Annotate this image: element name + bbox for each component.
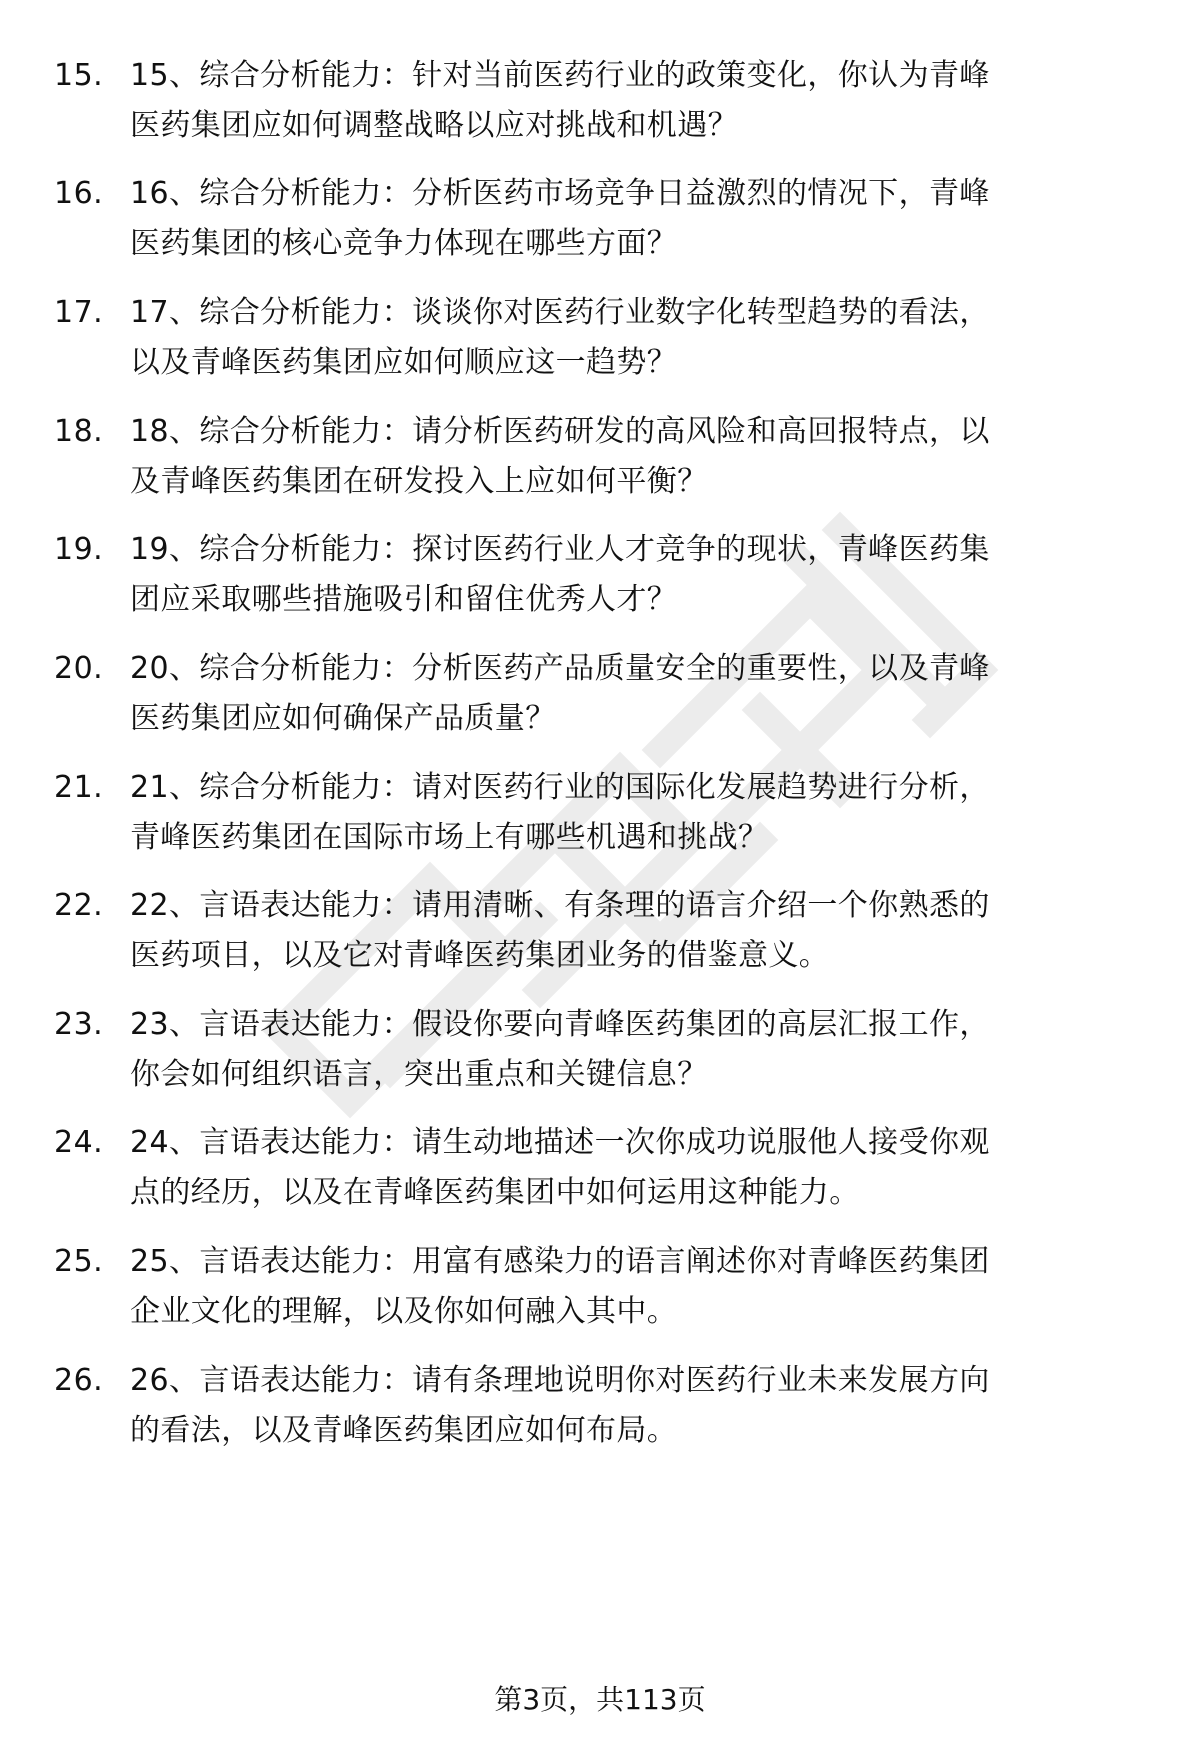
question-line-2: 以及青峰医药集团应如何顺应这一趋势？ <box>130 345 678 380</box>
question-item-22 <box>0 881 1200 991</box>
question-line-1: 25、言语表达能力：用富有感染力的语言阐述你对青峰医药集团 <box>130 1244 990 1279</box>
question-text <box>130 1000 1150 1100</box>
question-line-2: 团应采取哪些措施吸引和留住优秀人才？ <box>130 582 678 617</box>
question-number: 22. <box>54 888 104 923</box>
question-line-2: 医药项目，以及它对青峰医药集团业务的借鉴意义。 <box>130 938 830 973</box>
question-number: 17. <box>54 295 104 330</box>
question-number: 20. <box>54 651 104 686</box>
question-number: 24. <box>54 1125 104 1160</box>
question-text <box>130 169 1150 269</box>
question-item-17 <box>0 288 1200 398</box>
question-line-1: 23、言语表达能力：假设你要向青峰医药集团的高层汇报工作， <box>130 1007 990 1042</box>
question-text <box>130 1118 1150 1218</box>
question-line-2: 医药集团的核心竞争力体现在哪些方面？ <box>130 226 678 261</box>
question-text <box>130 288 1150 388</box>
question-line-1: 19、综合分析能力：探讨医药行业人才竞争的现状，青峰医药集 <box>130 532 990 567</box>
question-line-2: 你会如何组织语言，突出重点和关键信息？ <box>130 1057 708 1092</box>
question-text <box>130 763 1150 863</box>
question-text <box>130 1237 1150 1337</box>
question-line-1: 18、综合分析能力：请分析医药研发的高风险和高回报特点，以 <box>130 414 990 449</box>
question-line-1: 16、综合分析能力：分析医药市场竞争日益激烈的情况下，青峰 <box>130 176 990 211</box>
question-line-1: 24、言语表达能力：请生动地描述一次你成功说服他人接受你观 <box>130 1125 990 1160</box>
question-text <box>130 881 1150 981</box>
question-line-1: 20、综合分析能力：分析医药产品质量安全的重要性，以及青峰 <box>130 651 990 686</box>
question-item-20 <box>0 644 1200 754</box>
question-line-2: 点的经历，以及在青峰医药集团中如何运用这种能力。 <box>130 1175 860 1210</box>
question-text <box>130 525 1150 625</box>
question-number: 19. <box>54 532 104 567</box>
question-line-1: 22、言语表达能力：请用清晰、有条理的语言介绍一个你熟悉的 <box>130 888 990 923</box>
question-item-26 <box>0 1356 1200 1466</box>
question-line-2: 的看法，以及青峰医药集团应如何布局。 <box>130 1413 678 1448</box>
question-item-15 <box>0 51 1200 161</box>
question-item-24 <box>0 1118 1200 1228</box>
question-number: 21. <box>54 770 104 805</box>
question-line-2: 企业文化的理解，以及你如何融入其中。 <box>130 1294 678 1329</box>
question-number: 26. <box>54 1363 104 1398</box>
question-item-16 <box>0 169 1200 279</box>
question-item-19 <box>0 525 1200 635</box>
question-item-23 <box>0 1000 1200 1110</box>
question-item-18 <box>0 407 1200 517</box>
question-number: 18. <box>54 414 104 449</box>
question-number: 15. <box>54 58 104 93</box>
question-line-1: 21、综合分析能力：请对医药行业的国际化发展趋势进行分析， <box>130 770 990 805</box>
question-line-1: 15、综合分析能力：针对当前医药行业的政策变化，你认为青峰 <box>130 58 990 93</box>
question-text <box>130 407 1150 507</box>
question-text <box>130 51 1150 151</box>
question-line-1: 17、综合分析能力：谈谈你对医药行业数字化转型趋势的看法， <box>130 295 990 330</box>
question-number: 16. <box>54 176 104 211</box>
question-line-2: 青峰医药集团在国际市场上有哪些机遇和挑战？ <box>130 820 769 855</box>
question-text <box>130 1356 1150 1456</box>
question-item-21 <box>0 763 1200 873</box>
question-line-1: 26、言语表达能力：请有条理地说明你对医药行业未来发展方向 <box>130 1363 990 1398</box>
question-line-2: 医药集团应如何确保产品质量？ <box>130 701 556 736</box>
question-line-2: 医药集团应如何调整战略以应对挑战和机遇？ <box>130 108 738 143</box>
question-text <box>130 644 1150 744</box>
question-number: 25. <box>54 1244 104 1279</box>
question-number: 23. <box>54 1007 104 1042</box>
page-number-footer: 第3页，共113页 <box>494 1683 706 1716</box>
question-line-2: 及青峰医药集团在研发投入上应如何平衡？ <box>130 464 708 499</box>
question-item-25 <box>0 1237 1200 1347</box>
